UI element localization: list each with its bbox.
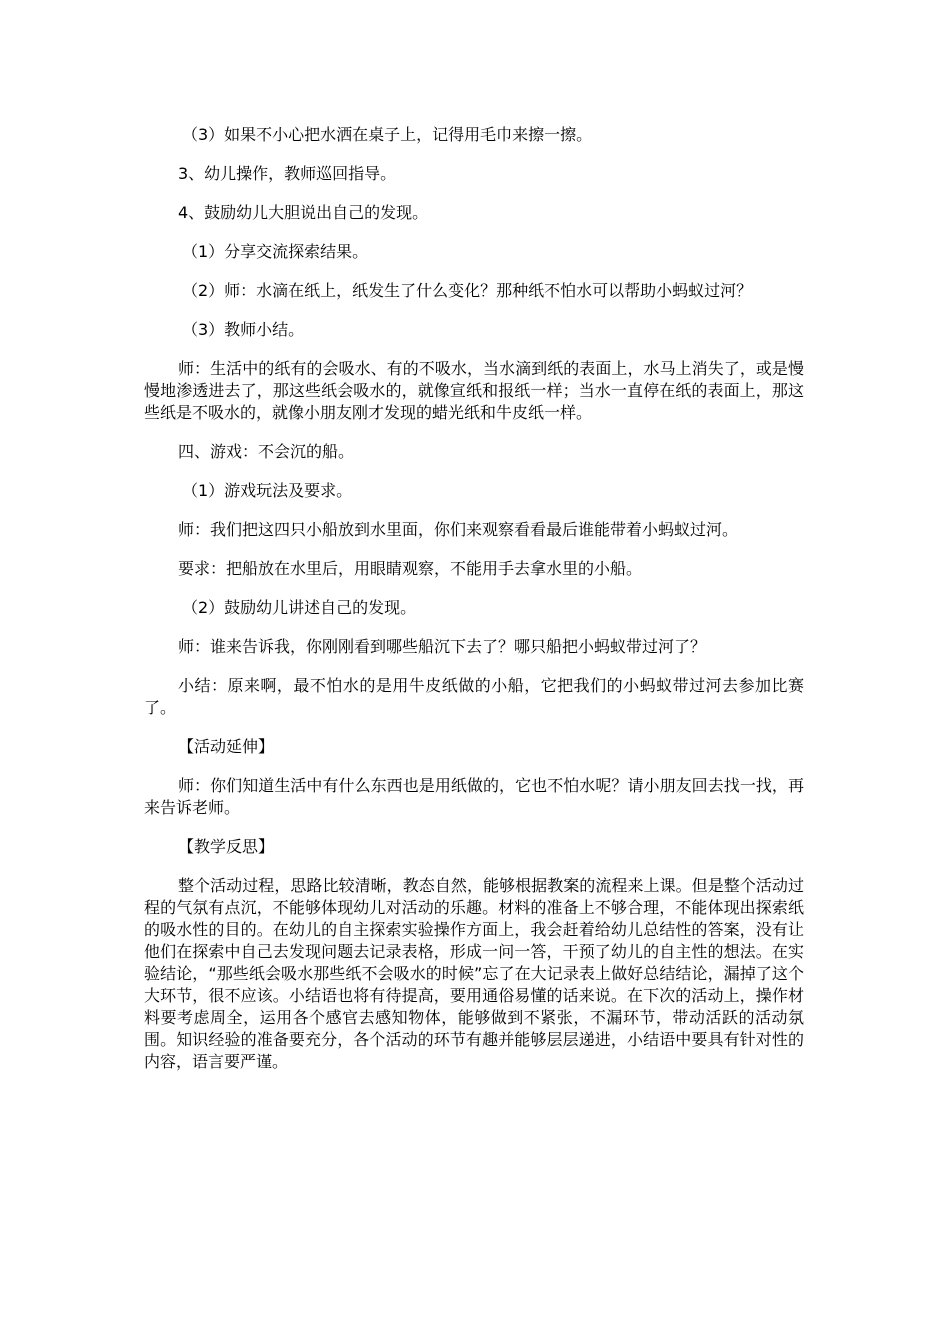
- reflection-heading: 【教学反思】: [178, 837, 275, 856]
- extension-heading: 【活动延伸】: [178, 737, 275, 756]
- document-page: [144, 124, 804, 1073]
- game-teacher-paragraph: 师：我们把这四只小船放到水里面，你们来观察看看最后谁能带着小蚂蚁过河。: [178, 520, 739, 539]
- step-4-2-paragraph: （2）师：水滴在纸上，纸发生了什么变化？那种纸不怕水可以帮助小蚂蚁过河？: [182, 281, 753, 300]
- game-rules-heading: （1）游戏玩法及要求。: [182, 481, 353, 500]
- game-question-paragraph: 师：谁来告诉我，你刚刚看到哪些船沉下去了？哪只船把小蚂蚁带过河了？: [178, 637, 707, 656]
- step-3-heading: 3、幼儿操作，教师巡回指导。: [178, 164, 397, 183]
- section-four-heading: 四、游戏：不会沉的船。: [178, 442, 355, 461]
- game-summary-paragraph: 小结：原来啊，最不怕水的是用牛皮纸做的小船，它把我们的小蚂蚁带过河去参加比赛了。: [144, 676, 804, 717]
- step-4-3-paragraph: （3）教师小结。: [182, 320, 305, 339]
- game-discovery-heading: （2）鼓励幼儿讲述自己的发现。: [182, 598, 417, 617]
- step-3-3-paragraph: （3）如果不小心把水洒在桌子上，记得用毛巾来擦一擦。: [182, 125, 593, 144]
- extension-paragraph: 师：你们知道生活中有什么东西也是用纸做的，它也不怕水呢？请小朋友回去找一找，再来告诉老师。: [144, 776, 804, 817]
- reflection-paragraph: 整个活动过程，思路比较清晰，教态自然，能够根据教案的流程来上课。但是整个活动过程的气氛有点沉，不能够体现幼儿对活动的乐趣。材料的准备上不够合理，不能体现出探索纸的吸水性的目的。在幼儿的自主探索实验操作方面上，我会赶着给幼儿总结性的答案，没有让他们在探索中自己去发现问题去记录表格，形成一问一答，干预了幼儿的自主性的想法。在实验结论，“那些纸会吸水那些纸不会吸水的时候”忘了在大记录表上做好总结结论，漏掉了这个大环节，很不应该。小结语也将有待提高，要用通俗易懂的话来说。在下次的活动上，操作材料要考虑周全，运用各个感官去感知物体，能够做到不紧张，不漏环节，带动活跃的活动氛围。知识经验的准备要充分，各个活动的环节有趣并能够层层递进，小结语中要具有针对性的内容，语言要严谨。: [144, 876, 804, 1071]
- game-requirement-paragraph: 要求：把船放在水里后，用眼睛观察，不能用手去拿水里的小船。: [178, 559, 643, 578]
- step-4-1-paragraph: （1）分享交流探索结果。: [182, 242, 369, 261]
- step-4-heading: 4、鼓励幼儿大胆说出自己的发现。: [178, 203, 429, 222]
- teacher-summary-paragraph: 师：生活中的纸有的会吸水、有的不吸水，当水滴到纸的表面上，水马上消失了，或是慢慢地渗透进去了，那这些纸会吸水的，就像宣纸和报纸一样；当水一直停在纸的表面上，那这些纸是不吸水的，就像小朋友刚才发现的蜡光纸和牛皮纸一样。: [144, 359, 804, 422]
